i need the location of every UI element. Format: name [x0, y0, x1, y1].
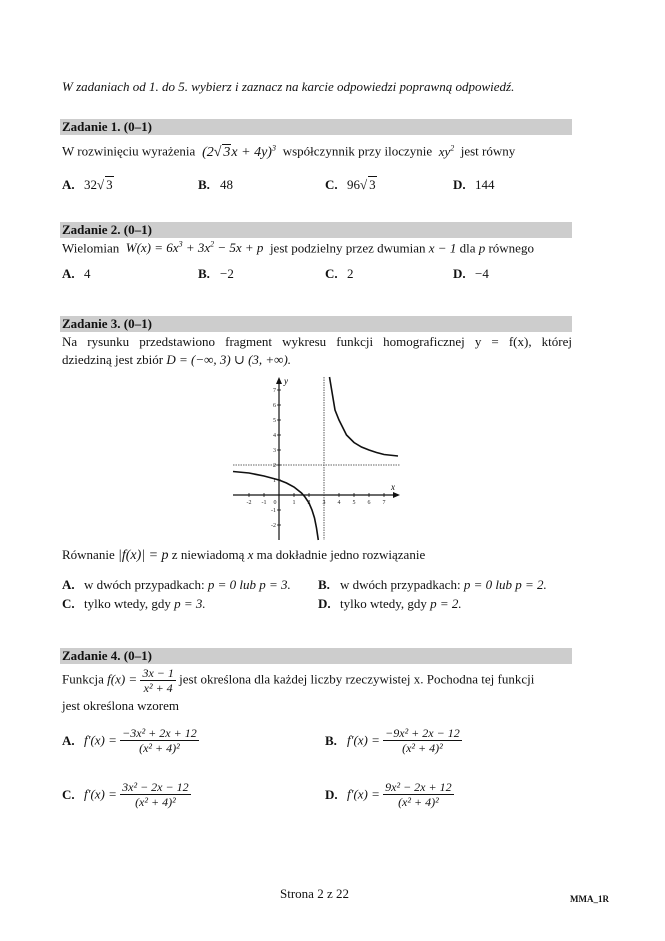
task-3-option-a[interactable]: A. w dwóch przypadkach: p = 0 lub p = 3.	[62, 577, 291, 592]
function-lhs: f(x) =	[107, 671, 138, 687]
task-1-option-c[interactable]: C. 96√ 3	[325, 177, 376, 192]
task-2-option-a[interactable]: A. 4	[62, 266, 91, 281]
question-text: z niewiadomą	[171, 547, 245, 562]
svg-text:7: 7	[382, 500, 386, 506]
svg-text:4: 4	[337, 500, 341, 506]
question-text: dla	[459, 240, 476, 256]
svg-text:x: x	[391, 482, 395, 492]
task-3-option-d[interactable]: D. tylko wtedy, gdy p = 2.	[318, 596, 462, 611]
svg-text:2: 2	[307, 500, 311, 506]
svg-text:5: 5	[273, 418, 276, 424]
task-2-option-c[interactable]: C. 2	[325, 266, 354, 281]
task-4-question-line2: jest określona wzorem	[62, 698, 179, 713]
task-4-header: Zadanie 4. (0–1)	[60, 648, 572, 664]
task-4-question	[62, 666, 534, 695]
task-1-header: Zadanie 1. (0–1)	[60, 119, 572, 135]
task-2-option-d[interactable]: D. −4	[453, 266, 489, 281]
instruction-text: W zadaniach od 1. do 5. wybierz i zaznacz na karcie odpowiedzi poprawną odpowiedź.	[62, 79, 515, 94]
exam-code: MMA_1R	[570, 894, 609, 904]
polynomial-expression: $W(x) = 6x^3 + 3x^2 - 5x + p$	[122, 240, 267, 256]
question-text: jest podzielny przez dwumian	[269, 240, 426, 256]
task-1-option-d[interactable]: D. 144	[453, 177, 495, 192]
question-text: współczynnik przy iloczynie	[282, 143, 433, 159]
question-text: jest określona dla każdej liczby rzeczywistej x. Pochodna tej funkcji	[179, 671, 535, 687]
domain-expression: D = (−∞, 3) ∪ (3, +∞).	[166, 352, 292, 367]
svg-text:1: 1	[292, 500, 296, 506]
svg-text:y: y	[284, 376, 288, 386]
svg-text:2: 2	[273, 463, 276, 469]
task-4-option-c[interactable]: C. f′(x) = $\frac{\text{3x² − 2x − 12}}{\text{(x² + 4)²}}$	[62, 780, 189, 809]
task-3-equation	[62, 547, 425, 564]
task-4-option-d[interactable]: D. f′(x) = $\frac{\text{9x² − 2x + 12}}{\text{(x² + 4)²}}$	[325, 780, 452, 809]
svg-text:-1: -1	[271, 508, 276, 514]
question-text: równego	[488, 240, 534, 256]
task-3-question-line2	[62, 352, 291, 368]
svg-text:5: 5	[352, 500, 356, 506]
function-fraction: $\frac{3x - 1}{\text{x² + 4}}$	[142, 666, 174, 695]
task-3-option-b[interactable]: B. w dwóch przypadkach: p = 0 lub p = 2.	[318, 577, 547, 592]
question-text: W rozwinięciu wyrażenia	[62, 143, 196, 159]
graph-right-branch	[330, 377, 399, 456]
svg-text:3: 3	[273, 448, 276, 454]
question-text: Równanie	[62, 547, 115, 562]
task-3-question-line1: Na rysunku przedstawiono fragment wykresu funkcji homograficznej y = f(x), której	[62, 334, 572, 349]
binomial: x − 1	[428, 240, 457, 256]
variable: p	[478, 240, 486, 256]
svg-text:3: 3	[322, 500, 326, 506]
task-4-option-b[interactable]: B. f′(x) = $\frac{\text{−9x² + 2x − 12}}{\text{(x² + 4)²}}$	[325, 726, 460, 755]
question-text: jest równy	[460, 143, 516, 159]
task-1-option-b[interactable]: B. 48	[198, 177, 233, 192]
task-1-question	[62, 143, 515, 161]
task-4-option-a[interactable]: A. f′(x) = $\frac{\text{−3x² + 2x + 12}}{\text{(x² + 4)²}}$	[62, 726, 197, 755]
question-text: Funkcja	[62, 671, 104, 687]
task-3-header: Zadanie 3. (0–1)	[60, 316, 572, 332]
svg-text:6: 6	[367, 500, 371, 506]
svg-text:-1: -1	[261, 500, 267, 506]
svg-text:-2: -2	[246, 500, 252, 506]
question-text: dziedziną jest zbiór	[62, 352, 164, 367]
variable: x	[247, 547, 254, 562]
task-2-question	[62, 240, 534, 256]
task-2-header: Zadanie 2. (0–1)	[60, 222, 572, 238]
question-text: ma dokładnie jedno rozwiązanie	[256, 547, 426, 562]
svg-text:7: 7	[273, 388, 276, 394]
math-term: $xy^2$	[435, 143, 455, 159]
task-3-option-c[interactable]: C. tylko wtedy, gdy p = 3.	[62, 596, 206, 611]
task-2-option-b[interactable]: B. −2	[198, 266, 234, 281]
svg-text:-2: -2	[271, 523, 276, 529]
equation-math: |f(x)| = p	[117, 548, 169, 563]
svg-text:0: 0	[273, 500, 277, 506]
question-text: Wielomian	[62, 240, 120, 256]
svg-text:4: 4	[273, 433, 276, 439]
math-expression: (2√ 3x + 4y)$^3$	[198, 143, 276, 160]
task-1-option-a[interactable]: A. 32√ 3	[62, 177, 113, 192]
svg-text:1: 1	[273, 478, 276, 484]
svg-text:6: 6	[273, 403, 276, 409]
page-number: Strona 2 z 22	[280, 886, 349, 901]
function-graph	[230, 372, 405, 542]
